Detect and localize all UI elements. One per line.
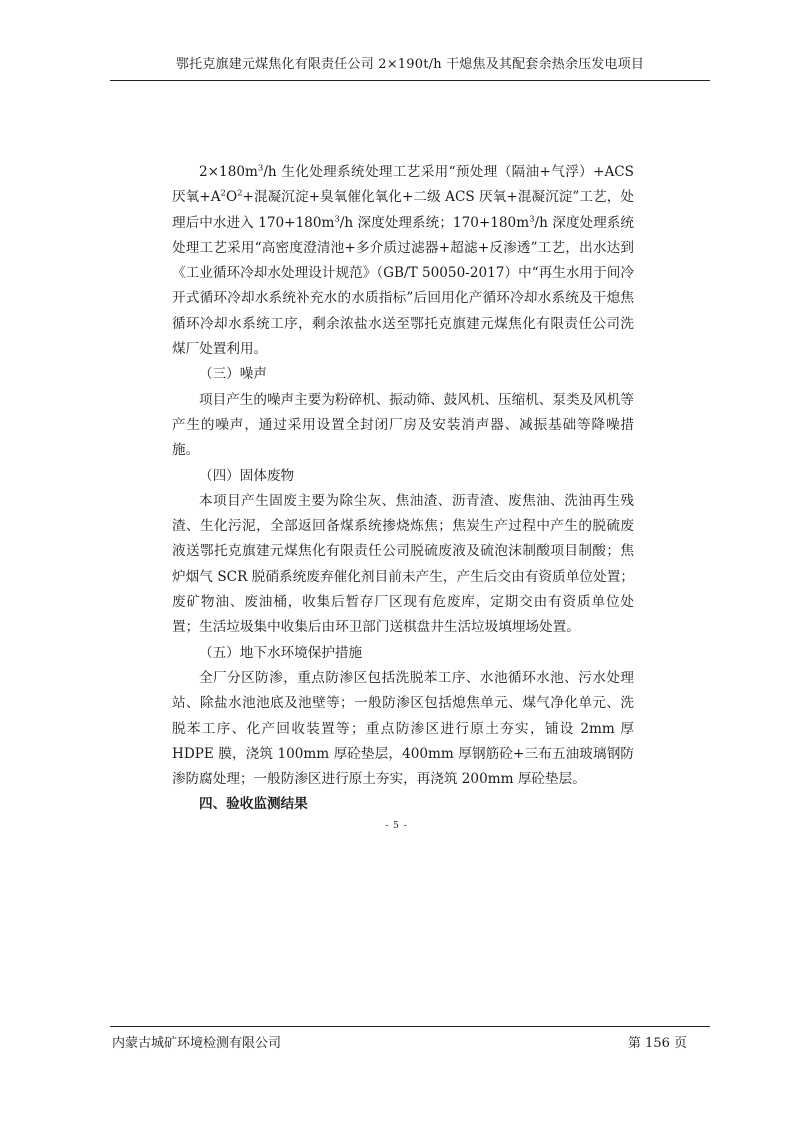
document-body <box>172 160 634 818</box>
paragraph-noise: 项目产生的噪声主要为粉碎机、振动筛、鼓风机、压缩机、泵类及风机等产生的噪声，通过采用设置全封闭厂房及安装消声器、减振基础等降噪措施。 <box>172 391 634 459</box>
superscript: 3 <box>334 214 340 225</box>
text-segment: /h 深度处理系统；170+180m <box>339 214 530 231</box>
text-segment: /h 生化处理系统处理工艺采用“预处理（隔油+气浮）+ACS 厌氧+A <box>172 164 634 206</box>
inner-page-number: - 5 - <box>385 821 408 831</box>
section-heading-noise: （三）噪声 <box>199 366 267 383</box>
paragraph-groundwater: 全厂分区防渗，重点防渗区包括洗脱苯工序、水池循环水池、污水处理站、除盐水池池底及池壁等；一般防渗区包括熄焦单元、煤气净化单元、洗脱苯工序、化产回收装置等；重点防渗区进行原土夯实，铺设 2mm 厚 HDPE 膜，浇筑 100mm 厚砼垫层，400mm 厚钢筋砼+三布五油玻璃钢防渗防腐处理；一般防渗区进行原土夯实，再浇筑 200mm 厚砼垫层。 <box>172 669 634 788</box>
text-segment: 2×180m <box>199 164 258 180</box>
superscript: 2 <box>237 188 243 199</box>
superscript: 2 <box>220 188 226 199</box>
section-heading-groundwater: （五）地下水环境保护措施 <box>199 644 363 661</box>
superscript: 3 <box>257 163 264 174</box>
text-segment: /h 深度处理系统处理工艺采用“高密度澄清池+多介质过滤器+超滤+反渗透”工艺，出水达到《工业循环冷却水处理设计规范》（GB/T 50050-2017）中“再生水用于间冷开式循环冷却水系统补充水的水质指标”后回用化产循环冷却水系统及干熄焦循环冷却水系统工序，剩余浓盐水送至鄂托克旗建元煤焦化有限责任公司洗煤厂处置利用。 <box>172 214 634 358</box>
superscript: 3 <box>529 214 535 225</box>
text-segment: +混凝沉淀+臭氧催化氧化+二级 ACS 厌氧+混凝沉淀”工艺，处理后中水进入 170+180m <box>172 189 634 231</box>
section-heading-solid-waste: （四）固体废物 <box>199 467 295 484</box>
footer-page-label: 第 156 页 <box>627 1036 687 1051</box>
footer-company: 内蒙古城矿环境检测有限公司 <box>112 1036 282 1051</box>
paragraph-wastewater-process <box>172 160 634 362</box>
chapter-heading-monitoring-results: 四、验收监测结果 <box>199 796 308 813</box>
footer-divider <box>110 1026 710 1027</box>
header-divider <box>110 80 710 81</box>
page-header-title: 鄂托克旗建元煤焦化有限责任公司 2×190t/h 干熄焦及其配套余热余压发电项目 <box>175 57 645 72</box>
paragraph-solid-waste: 本项目产生固废主要为除尘灰、焦油渣、沥青渣、废焦油、洗油再生残渣、生化污泥，全部返回备煤系统掺烧炼焦；焦炭生产过程中产生的脱硫废液送鄂托克旗建元煤焦化有限责任公司脱硫废液及硫泡沫制酸项目制酸；焦炉烟气 SCR 脱硝系统废弃催化剂目前未产生，产生后交由有资质单位处置；废矿物油、废油桶，收集后暂存厂区现有危废库，定期交由有资质单位处置；生活垃圾集中收集后由环卫部门送棋盘井生活垃圾填埋场处置。 <box>172 492 634 636</box>
text-segment: O <box>225 189 238 206</box>
